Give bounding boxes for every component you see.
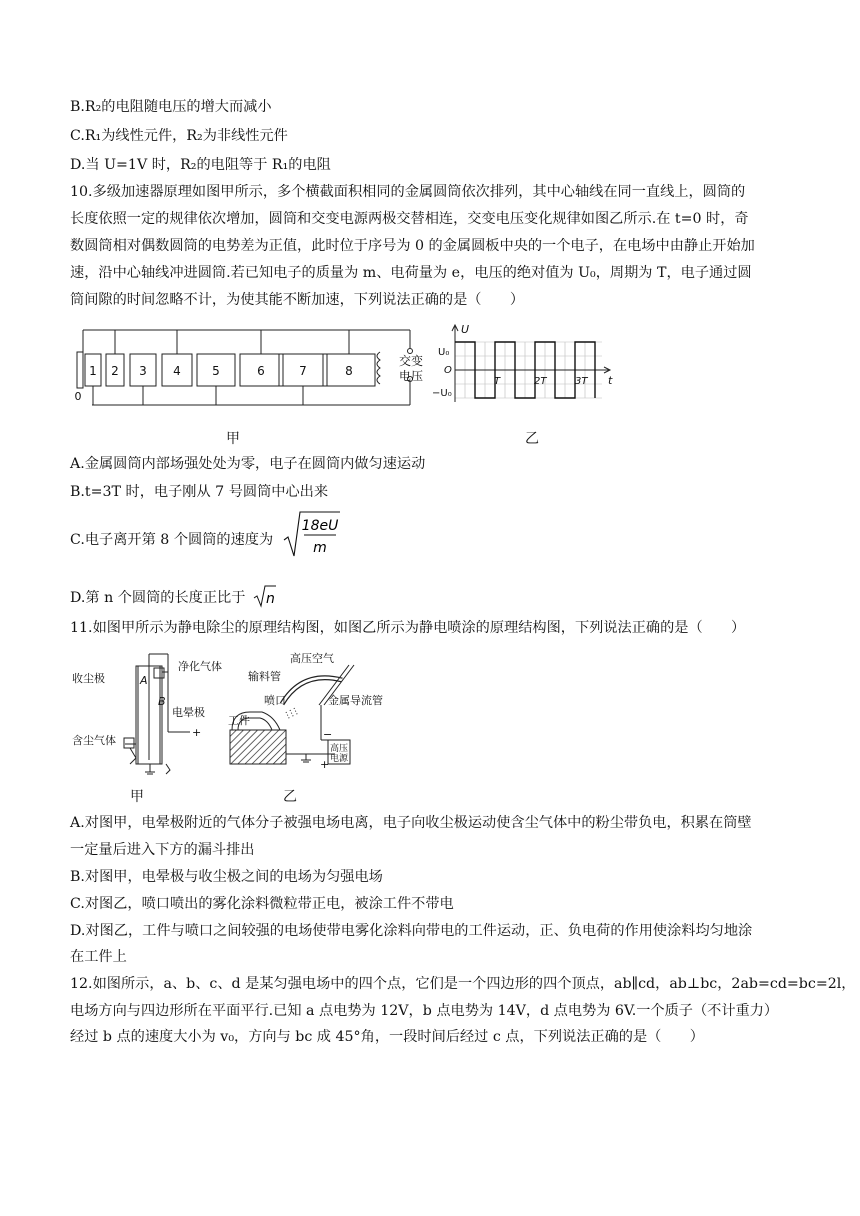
q10-stem-line-5: 筒间隙的时间忽略不计，为使其能不断加速，下列说法正确的是（ ）	[70, 292, 525, 308]
q10-caption-jia: 甲	[226, 431, 240, 447]
corona-label: 电晕极	[172, 706, 205, 719]
q11-option-d-line-2: 在工件上	[70, 949, 127, 965]
axis-t-label: t	[608, 374, 613, 387]
metal-tube-label: 金属导流管	[328, 694, 383, 707]
sqrt-18eU-over-m	[282, 510, 342, 560]
source-label-1: 交变	[398, 354, 424, 368]
neg-u0-label: −U₀	[432, 388, 452, 399]
square-wave-graph	[432, 322, 622, 404]
fraction-denominator: m	[313, 540, 327, 556]
q12-stem-line-3: 经过 b 点的速度大小为 v₀，方向与 bc 成 45°角，一段时间后经过 c 点，下列说法正确的是（ ）	[70, 1029, 704, 1045]
origin-label: O	[444, 365, 452, 376]
q10-option-c	[70, 530, 273, 550]
tube-label-4: 4	[173, 364, 181, 378]
q10-stem-line-2: 长度依照一定的规律依次增加，圆筒和交变电源两极交替相连，交变电压变化规律如图乙所示.在 t=0 时，奇	[70, 211, 749, 227]
q10-option-d-text: D.第 n 个圆筒的长度正比于	[70, 590, 246, 606]
q10-option-b: B.t=3T 时，电子刚从 7 号圆筒中心出来	[70, 484, 329, 500]
fraction-numerator: 18eU	[301, 518, 339, 534]
q11-caption-jia: 甲	[130, 789, 144, 805]
minus-terminal: −	[323, 728, 333, 741]
clean-gas-label: 净化气体	[178, 660, 222, 673]
q11-option-a-line-1: A.对图甲，电晕极附近的气体分子被强电场电离，电子向收尘极运动使含尘气体中的粉尘带负电，积累在筒壁	[70, 815, 752, 831]
q10-option-c-text: C.电子离开第 8 个圆筒的速度为	[70, 532, 274, 548]
hv-label-2: 电源	[330, 754, 349, 764]
plate-label-0: 0	[74, 390, 82, 403]
tube-label-6: 6	[257, 364, 265, 378]
tick-T: T	[494, 376, 501, 387]
tube-label-1: 1	[89, 364, 97, 378]
precipitator-diagram	[70, 650, 225, 775]
q10-option-a: A.金属圆筒内部场强处处为零，电子在圆筒内做匀速运动	[70, 456, 426, 472]
q10-caption-yi: 乙	[525, 431, 539, 447]
q11-option-d-line-1: D.对图乙，工件与喷口之间较强的电场使带电雾化涂料向带电的工件运动，正、负电荷的作用使涂料均匀地涂	[70, 923, 753, 939]
tube-label-8: 8	[345, 364, 353, 378]
q10-option-d	[70, 588, 245, 608]
sqrt-n	[253, 584, 277, 608]
u0-label: U₀	[438, 347, 450, 358]
plus-terminal-yi: +	[320, 758, 330, 771]
point-b-label: B	[158, 695, 166, 708]
q10-stem-line-4: 速，沿中心轴线冲进圆筒.若已知电子的质量为 m、电荷量为 e，电压的绝对值为 U₀，周期为 T，电子通过圆	[70, 265, 752, 281]
point-a-label: A	[140, 674, 148, 687]
tick-2T: 2T	[534, 376, 547, 387]
q10-stem-line-3: 数圆筒相对偶数圆筒的电势差为正值，此时位于序号为 0 的金属圆板中央的一个电子，在电场中由静止开始加	[70, 238, 755, 254]
q10-stem-line-1: 10.多级加速器原理如图甲所示，多个横截面积相同的金属圆筒依次排列，其中心轴线在同一直线上，圆筒的	[70, 184, 746, 200]
axis-u-label: U	[461, 323, 470, 336]
q9-option-d: D.当 U=1V 时，R₂的电阻等于 R₁的电阻	[70, 157, 331, 173]
q12-stem-line-2: 电场方向与四边形所在平面平行.已知 a 点电势为 12V，b 点电势为 14V，d 点电势为 6V.一个质子（不计重力）	[70, 1003, 779, 1019]
accelerator-diagram	[70, 322, 430, 412]
tick-3T: 3T	[575, 376, 588, 387]
q11-caption-yi: 乙	[283, 789, 297, 805]
sqrt-radicand: n	[266, 591, 275, 607]
tube-label-7: 7	[299, 364, 307, 378]
hv-label-1: 高压	[330, 744, 349, 754]
q11-option-b: B.对图甲，电晕极与收尘极之间的电场为匀强电场	[70, 869, 383, 885]
plus-terminal: +	[192, 726, 202, 739]
tube-label-5: 5	[212, 364, 220, 378]
nozzle-label: 喷口	[264, 694, 286, 707]
spraying-diagram	[224, 650, 394, 775]
q9-option-b: B.R₂的电阻随电压的增大而减小	[70, 99, 272, 115]
q11-option-c: C.对图乙，喷口喷出的雾化涂料微粒带正电，被涂工件不带电	[70, 896, 454, 912]
feed-tube-label: 输料管	[248, 670, 281, 683]
hp-air-label: 高压空气	[290, 652, 334, 665]
q12-stem-line-1: 12.如图所示，a、b、c、d 是某匀强电场中的四个点，它们是一个四边形的四个顶点，ab∥cd，ab⊥bc，2ab=cd=bc=2l，	[70, 976, 856, 992]
q11-stem: 11.如图甲所示为静电除尘的原理结构图，如图乙所示为静电喷涂的原理结构图，下列说法正确的是（ ）	[70, 620, 746, 636]
q11-option-a-line-2: 一定量后进入下方的漏斗排出	[70, 842, 255, 858]
collector-label: 收尘极	[72, 672, 105, 685]
workpiece-label: 工件	[228, 714, 250, 727]
tube-label-2: 2	[111, 364, 119, 378]
dusty-gas-label: 含尘气体	[72, 734, 116, 747]
q9-option-c: C.R₁为线性元件，R₂为非线性元件	[70, 128, 288, 144]
tube-label-3: 3	[139, 364, 147, 378]
source-label-2: 电压	[398, 369, 424, 383]
